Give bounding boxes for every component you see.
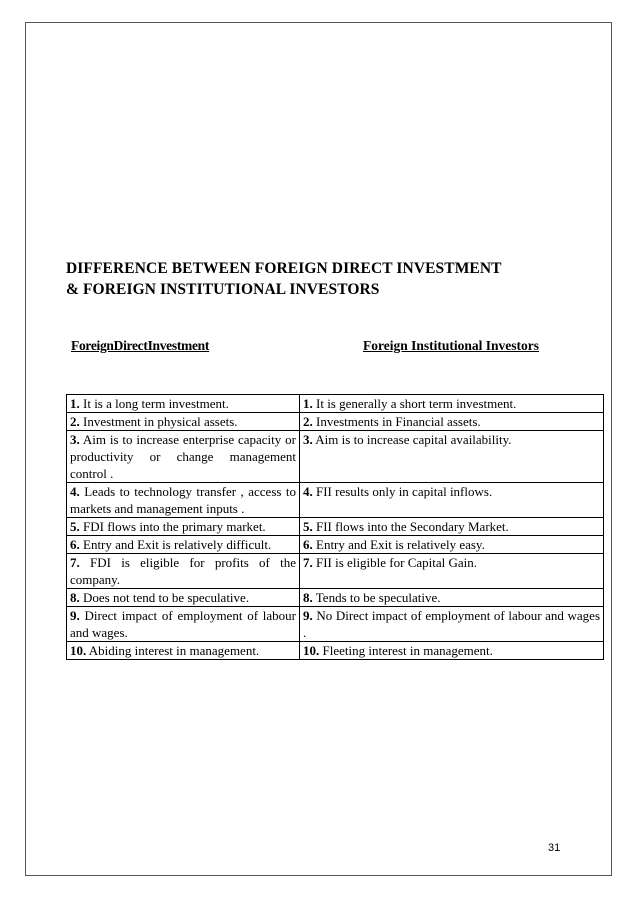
table-row	[67, 413, 604, 431]
row-number: 9.	[70, 608, 80, 623]
table-row	[67, 518, 604, 536]
fdi-text: It is a long term investment.	[79, 396, 229, 411]
row-number: 7.	[303, 555, 313, 570]
row-number: 1.	[70, 396, 80, 411]
fdi-text: Leads to technology transfer , access to markets and management inputs .	[70, 484, 296, 516]
fdi-text: Aim is to increase enterprise capacity or productivity or change management control .	[70, 432, 296, 481]
fii-cell	[300, 642, 604, 660]
fdi-text: Abiding interest in management.	[86, 643, 260, 658]
row-number: 10.	[303, 643, 320, 658]
table-row	[67, 431, 604, 483]
fdi-cell	[67, 642, 300, 660]
fii-text: Aim is to increase capital availability.	[312, 432, 512, 447]
fii-cell	[300, 431, 604, 483]
fii-text: No Direct impact of employment of labour and wages .	[303, 608, 600, 640]
fdi-cell	[67, 589, 300, 607]
fii-text: Entry and Exit is relatively easy.	[312, 537, 485, 552]
fii-cell	[300, 607, 604, 642]
table-row	[67, 483, 604, 518]
fii-cell	[300, 483, 604, 518]
table-row	[67, 536, 604, 554]
fdi-text: Does not tend to be speculative.	[79, 590, 250, 605]
fii-cell	[300, 589, 604, 607]
fdi-cell	[67, 483, 300, 518]
row-number: 3.	[303, 432, 313, 447]
table-row	[67, 607, 604, 642]
fii-text: It is generally a short term investment.	[312, 396, 517, 411]
fii-text: FII flows into the Secondary Market.	[312, 519, 509, 534]
table-row	[67, 589, 604, 607]
table-row	[67, 642, 604, 660]
fdi-cell	[67, 518, 300, 536]
fdi-cell	[67, 554, 300, 589]
fdi-cell	[67, 607, 300, 642]
comparison-table	[66, 394, 604, 660]
page-number: 31	[548, 842, 561, 854]
row-number: 2.	[303, 414, 313, 429]
row-number: 10.	[70, 643, 87, 658]
row-number: 5.	[303, 519, 313, 534]
fii-cell	[300, 554, 604, 589]
fdi-cell	[67, 431, 300, 483]
row-number: 1.	[303, 396, 313, 411]
fii-cell	[300, 413, 604, 431]
fdi-cell	[67, 395, 300, 413]
column-title-fii: Foreign Institutional Investors	[363, 338, 540, 353]
row-number: 7.	[70, 555, 80, 570]
row-number: 6.	[70, 537, 80, 552]
row-number: 4.	[303, 484, 313, 499]
fdi-text: Direct impact of employment of labour and wages.	[70, 608, 296, 640]
document-heading	[66, 258, 586, 300]
fii-cell	[300, 518, 604, 536]
row-number: 5.	[70, 519, 80, 534]
column-title-fdi: ForeignDirectInvestment	[71, 338, 210, 353]
table-row	[67, 554, 604, 589]
row-number: 9.	[303, 608, 313, 623]
row-number: 8.	[70, 590, 80, 605]
heading-line-2: & FOREIGN INSTITUTIONAL INVESTORS	[66, 281, 380, 298]
heading-line-1: DIFFERENCE BETWEEN FOREIGN DIRECT INVESTMENT	[66, 260, 502, 277]
row-number: 6.	[303, 537, 313, 552]
fii-cell	[300, 395, 604, 413]
fdi-text: Investment in physical assets.	[79, 414, 238, 429]
fii-text: Tends to be speculative.	[312, 590, 441, 605]
fii-text: FII is eligible for Capital Gain.	[312, 555, 478, 570]
fdi-cell	[67, 536, 300, 554]
fii-text: Investments in Financial assets.	[312, 414, 481, 429]
fdi-text: FDI is eligible for profits of the company.	[70, 555, 296, 587]
row-number: 2.	[70, 414, 80, 429]
fii-cell	[300, 536, 604, 554]
table-row	[67, 395, 604, 413]
row-number: 4.	[70, 484, 80, 499]
fdi-cell	[67, 413, 300, 431]
row-number: 3.	[70, 432, 80, 447]
fii-text: FII results only in capital inflows.	[312, 484, 493, 499]
fii-text: Fleeting interest in management.	[319, 643, 493, 658]
fdi-text: FDI flows into the primary market.	[79, 519, 266, 534]
row-number: 8.	[303, 590, 313, 605]
fdi-text: Entry and Exit is relatively difficult.	[79, 537, 272, 552]
